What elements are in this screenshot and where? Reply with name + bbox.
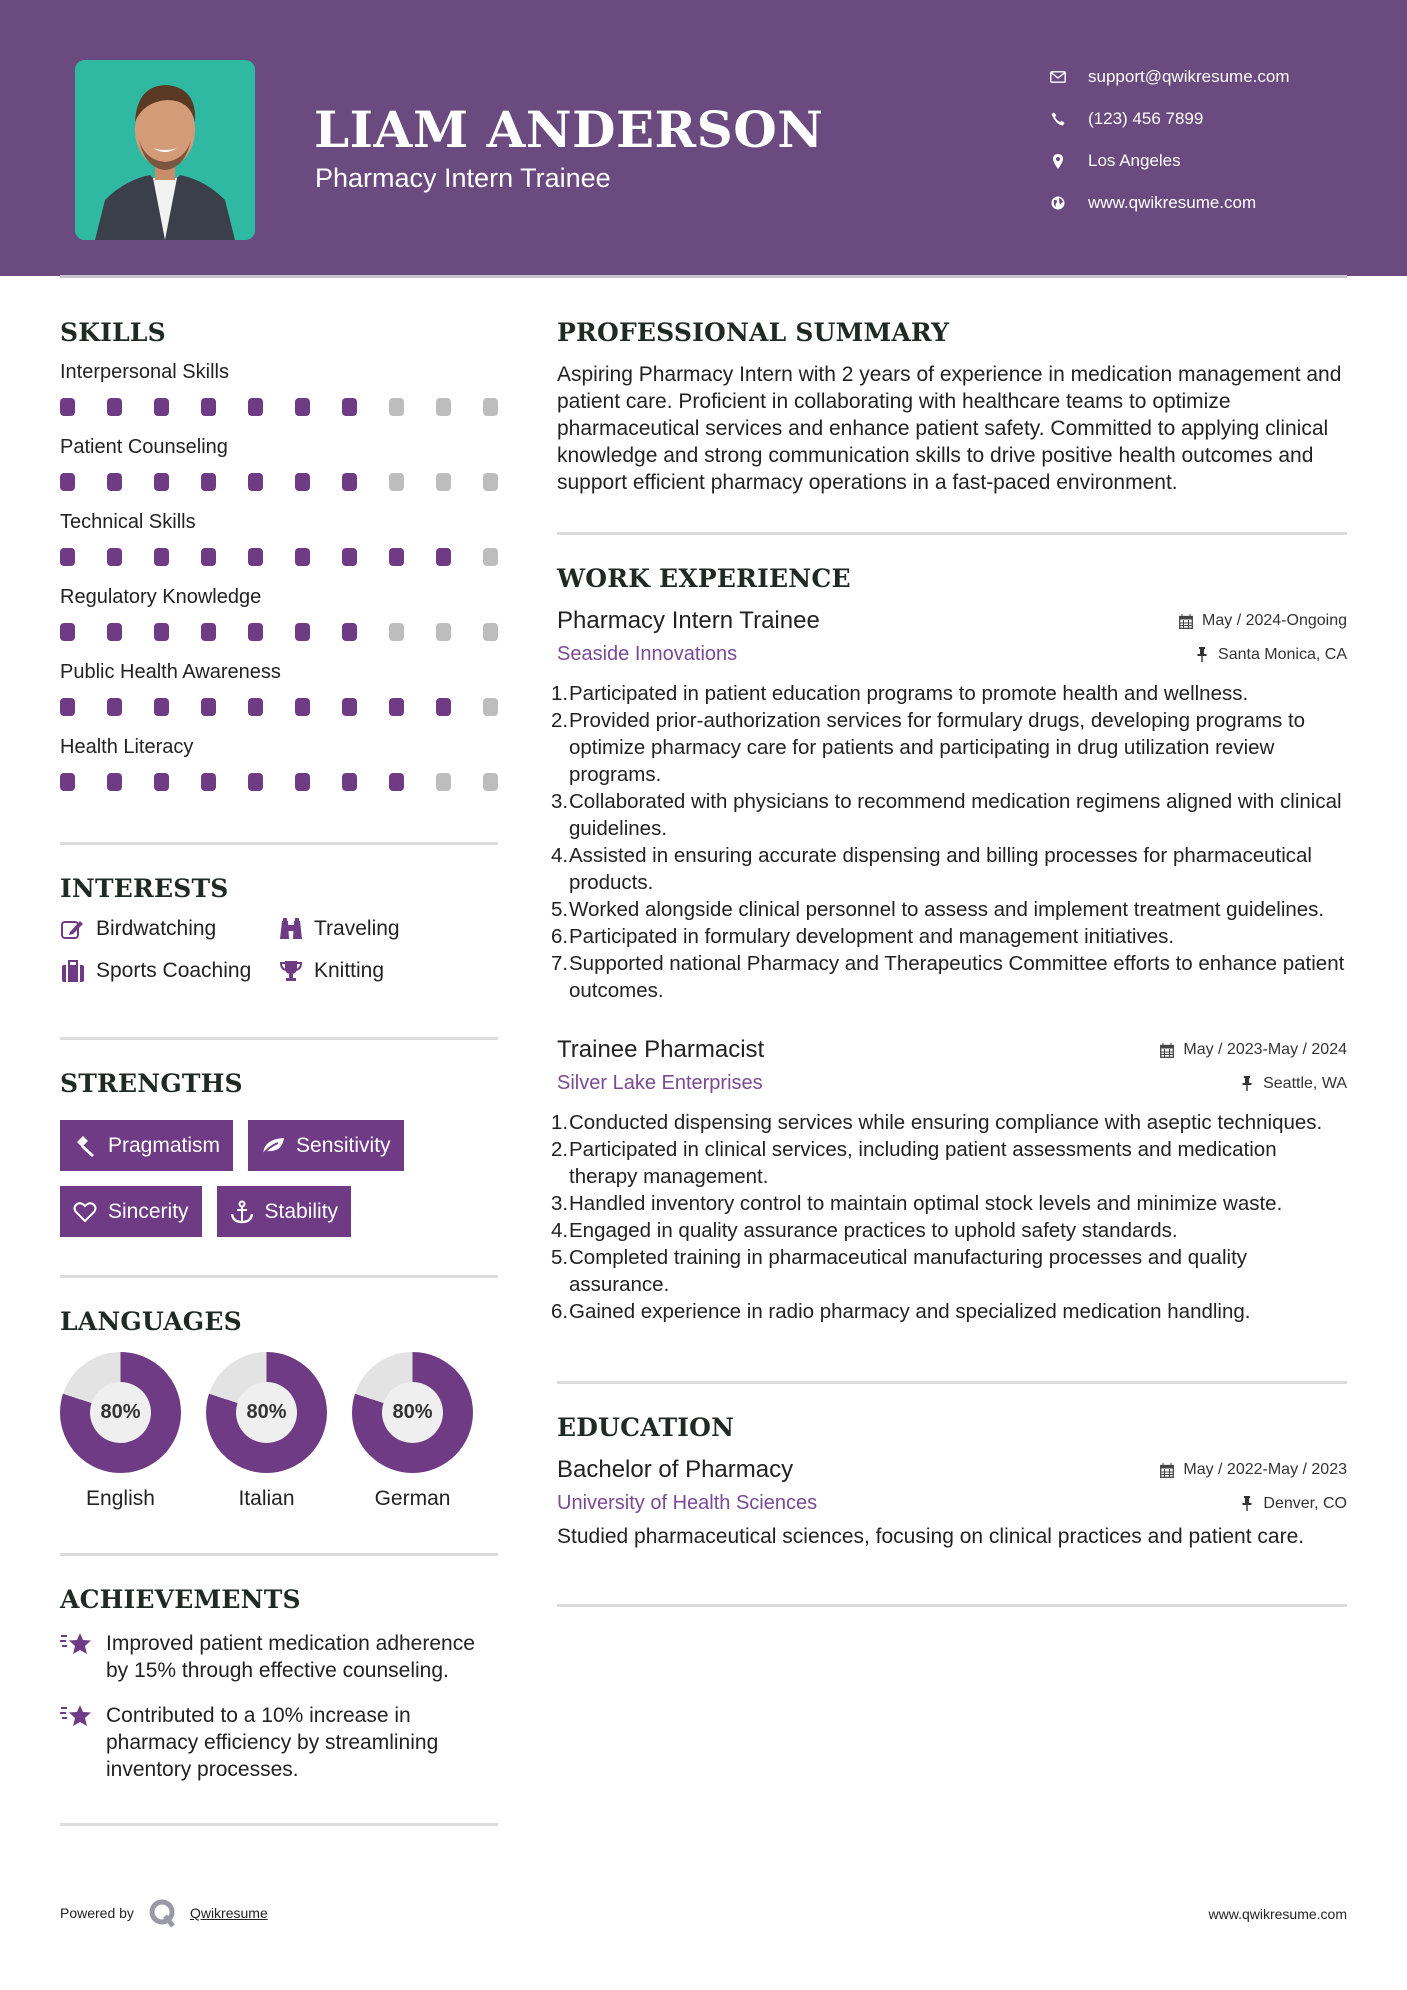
job-company: Seaside Innovations (557, 643, 738, 665)
job-bullets (551, 680, 1347, 1004)
contact-website[interactable] (1050, 182, 1290, 224)
rating-dot-filled (295, 398, 310, 416)
rating-dot-filled (154, 398, 169, 416)
strength-chip (217, 1186, 352, 1237)
contact-list (1050, 56, 1290, 224)
skill-label: Health Literacy (60, 736, 194, 758)
rating-dot-filled (295, 773, 310, 791)
rating-dot-filled (201, 473, 216, 491)
education-dates-text: May / 2022-May / 2023 (1183, 1461, 1347, 1478)
rating-dot-filled (201, 623, 216, 641)
rating-dot-filled (201, 398, 216, 416)
rating-dot-empty (436, 773, 451, 791)
bullet-item: 6. Participated in formulary development and management initiatives. (551, 925, 1175, 948)
skill-rating (60, 698, 498, 716)
bullet-item: 4. Assisted in ensuring accurate dispensing and billing processes for pharmaceutical products. (551, 844, 1312, 894)
language-percent: 80% (236, 1382, 297, 1443)
contact-email[interactable] (1050, 56, 1290, 98)
rating-dot-filled (342, 548, 357, 566)
section-divider (60, 1553, 498, 1556)
pencil-square-icon (60, 917, 86, 941)
job-location (1194, 646, 1347, 664)
leaf-icon (260, 1134, 286, 1158)
section-divider (557, 1381, 1347, 1384)
rating-dot-empty (436, 623, 451, 641)
job-title: Trainee Pharmacist (557, 1036, 765, 1063)
language-progress-ring (352, 1352, 473, 1473)
strength-label: Pragmatism (108, 1133, 221, 1157)
pushpin-icon (1239, 1496, 1255, 1512)
job-dates-text: May / 2023-May / 2024 (1183, 1041, 1347, 1058)
job-company: Silver Lake Enterprises (557, 1072, 763, 1094)
strength-label: Sensitivity (296, 1133, 391, 1157)
job-location-text: Santa Monica, CA (1218, 645, 1347, 663)
bullet-item: 3. Collaborated with physicians to recommend medication regimens aligned with clinical guidelines. (551, 790, 1342, 840)
language-item (352, 1352, 473, 1511)
skills-list (60, 361, 498, 791)
rating-dot-filled (248, 473, 263, 491)
rating-dot-filled (60, 398, 75, 416)
job-entry (551, 607, 1347, 1004)
interest-item (60, 917, 278, 941)
education-location (1239, 1495, 1347, 1513)
rating-dot-filled (154, 623, 169, 641)
rating-dot-filled (342, 623, 357, 641)
job-dates (1178, 612, 1347, 630)
achievement-text: Contributed to a 10% increase in pharmacy efficiency by streamlining inventory processes. (106, 1704, 439, 1781)
calendar-icon (1159, 1042, 1175, 1058)
interests-section (60, 874, 498, 983)
rating-dot-filled (295, 698, 310, 716)
rating-dot-empty (483, 623, 498, 641)
rating-dot-filled (154, 473, 169, 491)
rating-dot-empty (436, 398, 451, 416)
bullet-item: 5. Completed training in pharmaceutical manufacturing processes and quality assurance. (551, 1246, 1248, 1296)
section-divider (60, 842, 498, 845)
achievement-text: Improved patient medication adherence by 15% through effective counseling. (106, 1632, 475, 1682)
education-dates (1159, 1461, 1347, 1479)
interest-item (60, 959, 278, 983)
rating-dot-filled (107, 473, 122, 491)
rating-dot-filled (154, 773, 169, 791)
interest-label: Sports Coaching (96, 959, 252, 982)
language-item (206, 1352, 327, 1511)
interest-label: Traveling (314, 917, 400, 940)
language-name: German (374, 1487, 451, 1510)
bullet-item: 2. Provided prior-authorization services for formulary drugs, developing programs to optimize pharmacy care for patients and participating in drug utilization review programs. (551, 709, 1306, 786)
resume-header (0, 0, 1407, 276)
rating-dot-filled (342, 698, 357, 716)
job-title: Pharmacy Intern Trainee (557, 607, 820, 634)
contact-location-text: Los Angeles (1088, 151, 1181, 170)
interests-heading: INTERESTS (60, 874, 229, 903)
rating-dot-filled (107, 773, 122, 791)
rating-dot-filled (201, 698, 216, 716)
rating-dot-filled (248, 548, 263, 566)
rating-dot-empty (483, 548, 498, 566)
job-bullets (551, 1109, 1347, 1325)
job-dates-text: May / 2024-Ongoing (1202, 612, 1347, 629)
rating-dot-filled (389, 548, 404, 566)
bullet-item: 3. Handled inventory control to maintain optimal stock levels and minimize waste. (551, 1192, 1283, 1215)
experience-section (551, 564, 1347, 1325)
skill-label: Interpersonal Skills (60, 361, 229, 383)
header-divider (60, 275, 1347, 278)
rating-dot-empty (483, 773, 498, 791)
rating-dot-filled (389, 698, 404, 716)
footer-powered-by (60, 1898, 268, 1928)
rating-dot-filled (342, 773, 357, 791)
bullet-item: 6. Gained experience in radio pharmacy and specialized medication handling. (551, 1300, 1251, 1323)
bullet-item: 1. Conducted dispensing services while ensuring compliance with aseptic techniques. (551, 1111, 1323, 1134)
strengths-list (60, 1120, 498, 1237)
qwikresume-link[interactable]: Qwikresume (189, 1905, 268, 1921)
section-divider (557, 1604, 1347, 1607)
rating-dot-empty (483, 698, 498, 716)
interests-list (60, 917, 498, 983)
rating-dot-filled (342, 473, 357, 491)
rating-dot-filled (436, 548, 451, 566)
summary-heading: PROFESSIONAL SUMMARY (557, 318, 950, 347)
skill-rating (60, 773, 498, 791)
contact-phone[interactable] (1050, 98, 1290, 140)
rating-dot-filled (201, 773, 216, 791)
job-location-text: Seattle, WA (1263, 1074, 1347, 1092)
strengths-section (60, 1069, 498, 1237)
rating-dot-empty (389, 398, 404, 416)
bullet-item: 7. Supported national Pharmacy and Therapeutics Committee efforts to enhance patient outcomes. (551, 952, 1345, 1002)
skills-section (60, 318, 498, 791)
bullet-item: 1. Participated in patient education programs to promote health and wellness. (551, 682, 1249, 705)
rating-dot-filled (60, 548, 75, 566)
section-divider (557, 532, 1347, 535)
rating-dot-filled (295, 548, 310, 566)
person-photo-icon (75, 60, 255, 240)
language-name: English (86, 1487, 155, 1510)
contact-location (1050, 140, 1290, 182)
skill-label: Public Health Awareness (60, 661, 281, 683)
phone-icon (1050, 111, 1066, 127)
suitcase-icon (60, 959, 86, 983)
job-dates (1159, 1041, 1347, 1059)
rating-dot-filled (107, 398, 122, 416)
strength-chip (60, 1186, 202, 1237)
rating-dot-filled (60, 623, 75, 641)
rating-dot-filled (295, 473, 310, 491)
rating-dot-empty (436, 473, 451, 491)
school-name: University of Health Sciences (557, 1492, 818, 1514)
interest-label: Birdwatching (96, 917, 217, 940)
strength-label: Stability (264, 1199, 339, 1223)
skill-rating (60, 473, 498, 491)
interest-item (278, 959, 498, 983)
bullet-item: 2. Participated in clinical services, including patient assessments and medication therapy management. (551, 1138, 1277, 1188)
language-item (60, 1352, 181, 1511)
binoculars-icon (278, 917, 304, 941)
rating-dot-empty (483, 398, 498, 416)
job-location (1239, 1075, 1347, 1093)
education-location-text: Denver, CO (1263, 1494, 1347, 1512)
contact-phone-text: (123) 456 7899 (1088, 109, 1204, 128)
rating-dot-filled (107, 698, 122, 716)
languages-heading: LANGUAGES (60, 1307, 242, 1336)
heart-icon (72, 1200, 98, 1224)
education-entry (557, 1456, 1347, 1550)
language-progress-ring (60, 1352, 181, 1473)
anchor-icon (229, 1200, 255, 1224)
rating-dot-empty (389, 473, 404, 491)
rating-dot-filled (107, 548, 122, 566)
strength-label: Sincerity (108, 1199, 189, 1223)
envelope-icon (1050, 69, 1066, 85)
qwikresume-logo-icon (148, 1898, 178, 1928)
summary-section (557, 318, 1347, 496)
globe-icon (1050, 195, 1066, 211)
achievement-item (60, 1630, 498, 1684)
rating-dot-filled (201, 548, 216, 566)
rating-dot-filled (295, 623, 310, 641)
strengths-heading: STRENGTHS (60, 1069, 243, 1098)
bullet-item: 5. Worked alongside clinical personnel to assess and implement treatment guidelines. (551, 898, 1325, 921)
language-name: Italian (238, 1487, 295, 1510)
contact-email-text: support@qwikresume.com (1088, 67, 1290, 86)
rating-dot-filled (248, 773, 263, 791)
map-pin-icon (1050, 153, 1066, 169)
interest-label: Knitting (314, 959, 385, 982)
achievement-item (60, 1702, 498, 1783)
rating-dot-filled (389, 773, 404, 791)
powered-by-label: Powered by (60, 1905, 134, 1921)
pushpin-icon (1194, 647, 1210, 663)
section-divider (60, 1275, 498, 1278)
profile-photo (75, 60, 255, 240)
footer-website[interactable]: www.qwikresume.com (1208, 1906, 1347, 1922)
section-divider (60, 1823, 498, 1826)
rating-dot-filled (60, 698, 75, 716)
rating-dot-filled (107, 623, 122, 641)
education-heading: EDUCATION (557, 1413, 735, 1442)
rating-dot-filled (436, 698, 451, 716)
skill-rating (60, 548, 498, 566)
calendar-icon (1159, 1462, 1175, 1478)
rating-dot-filled (154, 698, 169, 716)
rating-dot-empty (483, 473, 498, 491)
candidate-title: Pharmacy Intern Trainee (315, 163, 611, 193)
rating-dot-filled (248, 398, 263, 416)
education-section (557, 1413, 1347, 1550)
strength-chip (248, 1120, 404, 1171)
bullet-item: 4. Engaged in quality assurance practices to uphold safety standards. (551, 1219, 1178, 1242)
language-percent: 80% (382, 1382, 443, 1443)
achievements-heading: ACHIEVEMENTS (60, 1585, 301, 1614)
candidate-name: LIAM ANDERSON (314, 100, 824, 159)
star-award-icon (60, 1630, 94, 1658)
job-entry (551, 1036, 1347, 1325)
rating-dot-filled (60, 473, 75, 491)
star-award-icon (60, 1702, 94, 1730)
achievements-section (60, 1585, 498, 1783)
degree-title: Bachelor of Pharmacy (557, 1456, 794, 1483)
skill-label: Regulatory Knowledge (60, 586, 262, 608)
rating-dot-empty (389, 623, 404, 641)
calendar-icon (1178, 613, 1194, 629)
skills-heading: SKILLS (60, 318, 166, 347)
section-divider (60, 1037, 498, 1040)
pushpin-icon (1239, 1076, 1255, 1092)
rating-dot-filled (342, 398, 357, 416)
language-progress-ring (206, 1352, 327, 1473)
languages-list (60, 1352, 498, 1511)
trophy-icon (278, 959, 304, 983)
strength-chip (60, 1120, 233, 1171)
contact-website-text: www.qwikresume.com (1088, 193, 1257, 212)
rating-dot-filled (154, 548, 169, 566)
languages-section (60, 1307, 498, 1511)
skill-label: Patient Counseling (60, 436, 228, 458)
summary-text: Aspiring Pharmacy Intern with 2 years of experience in medication management and patient care. Proficient in collaborating with healthcare teams to optimize pharmaceutical services and enhance patient safety. Committed to applying clinical knowledge and strong communication skills to drive positive health outcomes and support efficient pharmacy operations in a fast-paced environment. (557, 363, 1342, 494)
skill-rating (60, 623, 498, 641)
skill-rating (60, 398, 498, 416)
left-column (60, 318, 498, 1826)
rating-dot-filled (60, 773, 75, 791)
language-percent: 80% (90, 1382, 151, 1443)
rating-dot-filled (248, 623, 263, 641)
education-description: Studied pharmaceutical sciences, focusing on clinical practices and patient care. (557, 1525, 1305, 1548)
gavel-icon (72, 1134, 98, 1158)
rating-dot-filled (248, 698, 263, 716)
interest-item (278, 917, 498, 941)
experience-heading: WORK EXPERIENCE (557, 564, 851, 593)
right-column (551, 318, 1347, 1607)
skill-label: Technical Skills (60, 511, 196, 533)
